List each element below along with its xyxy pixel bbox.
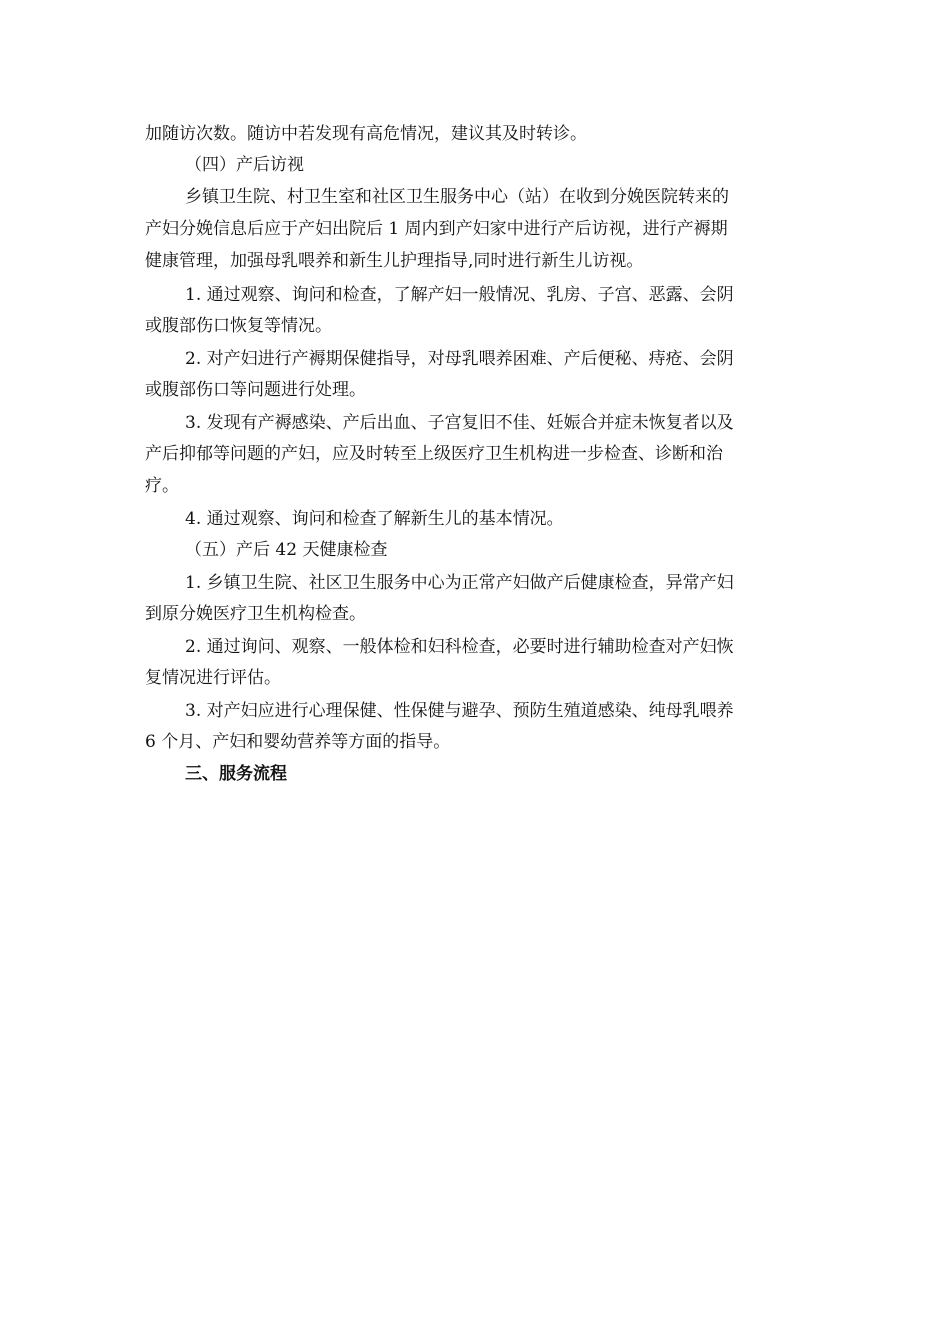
list-item: 1. 通过观察、询问和检查，了解产妇一般情况、乳房、子宫、恶露、会阴 xyxy=(185,285,734,305)
text-line: 6 个月、产妇和婴幼营养等方面的指导。 xyxy=(145,732,451,752)
section-heading-42-day-checkup: （五）产后 42 天健康检查 xyxy=(185,540,388,560)
text-line: 产后抑郁等问题的产妇，应及时转至上级医疗卫生机构进一步检查、诊断和治 xyxy=(145,444,723,464)
list-item: 1. 乡镇卫生院、社区卫生服务中心为正常产妇做产后健康检查，异常产妇 xyxy=(185,573,734,593)
list-item: 3. 发现有产褥感染、产后出血、子宫复旧不佳、妊娠合并症未恢复者以及 xyxy=(185,413,734,433)
list-item: 2. 通过询问、观察、一般体检和妇科检查，必要时进行辅助检查对产妇恢 xyxy=(185,637,734,657)
section-heading-service-process: 三、服务流程 xyxy=(185,764,287,784)
text-line: 乡镇卫生院、村卫生室和社区卫生服务中心（站）在收到分娩医院转来的 xyxy=(185,187,729,207)
list-item: 4. 通过观察、询问和检查了解新生儿的基本情况。 xyxy=(185,509,564,529)
text-line: 到原分娩医疗卫生机构检查。 xyxy=(145,604,366,624)
text-line: 复情况进行评估。 xyxy=(145,668,281,688)
list-item: 2. 对产妇进行产褥期保健指导，对母乳喂养困难、产后便秘、痔疮、会阴 xyxy=(185,349,734,369)
text-line: 或腹部伤口恢复等情况。 xyxy=(145,316,332,336)
text-line: 疗。 xyxy=(145,476,179,496)
list-item: 3. 对产妇应进行心理保健、性保健与避孕、预防生殖道感染、纯母乳喂养 xyxy=(185,701,734,721)
text-line: 产妇分娩信息后应于产妇出院后 1 周内到产妇家中进行产后访视，进行产褥期 xyxy=(145,219,728,239)
text-line: 健康管理，加强母乳喂养和新生儿护理指导,同时进行新生儿访视。 xyxy=(145,251,644,271)
text-line: 加随访次数。随访中若发现有高危情况，建议其及时转诊。 xyxy=(145,124,587,144)
section-heading-postpartum-visit: （四）产后访视 xyxy=(185,155,304,175)
text-line: 或腹部伤口等问题进行处理。 xyxy=(145,380,366,400)
